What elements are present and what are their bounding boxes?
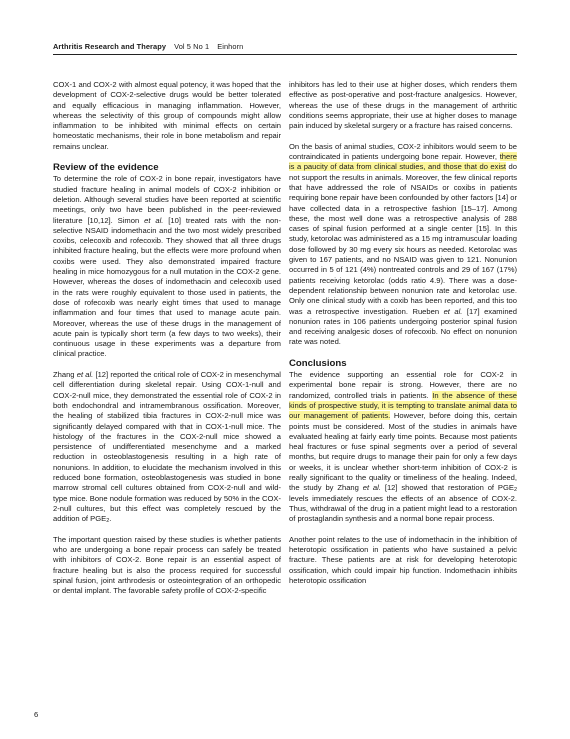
volume-info: Vol 5 No 1 <box>174 42 210 51</box>
left-column <box>53 80 281 597</box>
paragraph: On the basis of animal studies, COX-2 inhibitors would seem to be contraindicated in patients undergoing bone repair. However, there is a paucity of data from clinical studies, and those that do exist do not support the results in animals. Moreover, the few clinical reports that have addressed the role of NSAIDs or coxibs in patients requiring bone repair have been confounded by other factors [14] or have collected data in a retrospective fashion [15–17]. Among these, the most well done was a retrospective analysis of 288 cases of spinal fusion performed at a single center [15]. In this study, ketorolac was administered as a 15 mg intramuscular loading dose followed by 30 mg every six hours as needed. Ketorolac was given to 167 patients, and no NSAID was given to 121. Nonunion occurred in 5 of 121 (4%) nontreated controls and 29 of 167 (17%) patients receiving ketorolac (odds ratio 4.9). There was a dose-dependent relationship between nonunion rate and ketorolac use. Only one clinical study with a coxib has been reported, and this too was a retrospective investigation. Rueben et al. [17] examined nonunion rates in 106 patients undergoing posterior spinal fusion and receiving analgesic doses of rofecoxib. No effect on nonunion rate was noted. <box>289 141 517 347</box>
header-rule <box>53 54 517 55</box>
page-number: 6 <box>34 710 39 719</box>
right-column <box>289 80 517 586</box>
paragraph: To determine the role of COX-2 in bone repair, investigators have studied fracture healing in animal models of COX-2 inhibition or deletion. Although several studies have been reported at scientific meetings, only two have been published in the peer-reviewed literature [10,12]. Simon et al. [10] treated rats with the non-selective NSAID indomethacin and the two most widely prescribed coxibs, celecoxib and rofecoxib. They showed that all three drugs inhibited fracture healing, but the effects were more profound when coxibs were used. They also demonstrated impaired fracture healing in mice homozygous for a null mutation in the COX-2 gene. However, whereas the doses of indomethacin and celecoxib used in the rats were roughly equivalent to those used in patients, the dose of rofecoxib was nearly eight times that used to manage inflammation and four times that used to manage acute pain. Moreover, whereas the use of these drugs in the management of acute pain is typically short term (a few days to two weeks), their continuous usage in these experiments was a departure from clinical practice. <box>53 174 282 359</box>
journal-name: Arthritis Research and Therapy <box>53 42 167 51</box>
paragraph: inhibitors has led to their use at higher doses, which renders them effective as post-operative and post-fracture analgesics. However, whereas the use of these drugs in the management of arthritic conditions seems appropriate, their use at higher doses to manage pain induced by skeletal surgery or a fracture has raised concerns. <box>289 80 517 131</box>
paragraph: The important question raised by these studies is whether patients who are undergoing a bone repair process can safely be treated with inhibitors of COX-2. Bone repair is an essential aspect of fracture healing but is also the process required for successful spinal fusion, joint arthrodesis or osteointegration of an orthopedic or dental implant. The favorable safety profile of COX-2-specific <box>53 534 281 596</box>
highlighted-text: In the absence of these kinds of prospective study, it is tempting to translate animal data to our management of patients. <box>289 390 518 421</box>
paragraph: COX-1 and COX-2 with almost equal potency, it was hoped that the development of COX-2-selective drugs would be better tolerated and equally efficacious in managing inflammation. However, whereas the selectivity of this group of compounds might allow inflammation to be inhibited with minimal effects on certain homeostatic mechanisms, their role in bone metabolism and repair remains unclear. <box>53 80 281 151</box>
author-name: Einhorn <box>217 42 244 51</box>
running-header <box>53 42 243 51</box>
paragraph: The evidence supporting an essential role for COX-2 in experimental bone repair is strong. However, there are no randomized, controlled trials in patients. In the absence of these kinds of prospective study, it is tempting to translate animal data to our management of patients. However, before doing this, certain points must be considered. Most of the studies in animals have evaluated healing at fairly early time points. Because most patients heal fractures or fuse spinal segments over a period of several months, but require drugs to manage their pain for only a few days or weeks, it is unclear whether short-term inhibition of COX-2 is really significant to the quality or timeliness of the healing. Indeed, the study by Zhang et al. [12] showed that restoration of $PGE_2$ levels immediately rescues the effects of an absence of COX-2. Thus, withdrawal of the drug in a patient might lead to a restoration of prostaglandin synthesis and a normal bone repair process. <box>289 370 518 524</box>
section-heading-review: Review of the evidence <box>53 162 159 174</box>
paragraph: Zhang et al. [12] reported the critical role of COX-2 in mesenchymal cell differentiation during skeletal repair. Using COX-1-null and COX-2-null mice, they demonstrated the essential role of COX-2 in both endochondral and intramembranous ossification. Moreover, the healing of stabilized tibia fractures in COX-2-null mice was significantly delayed compared with that in COX-1-null mice. The histology of the fractures in the COX-2-null mice showed a persistence of undifferentiated mesenchyme and a marked reduction in osteoblastogenesis resulting in a high rate of nonunions. In addition, to elucidate the mechanism involved in this reduced bone formation, osteoblastogenesis was studied in bone marrow stromal cell cultures obtained from COX-2-null and wild-type mice. Bone nodule formation was reduced by 50% in the COX-2-null cultures, but this effect was completely rescued by the addition of $PGE_2$. <box>53 370 281 525</box>
section-heading-conclusions: Conclusions <box>289 358 347 370</box>
highlighted-text: there is a paucity of data from clinical studies, and those that do exist <box>289 152 517 172</box>
paragraph: Another point relates to the use of indomethacin in the inhibition of heterotopic ossification in patients who have sustained a pelvic fracture. These patients are at risk for developing heterotopic ossification, which could impair hip function. Indomethacin inhibits heterotopic ossification <box>289 534 517 585</box>
